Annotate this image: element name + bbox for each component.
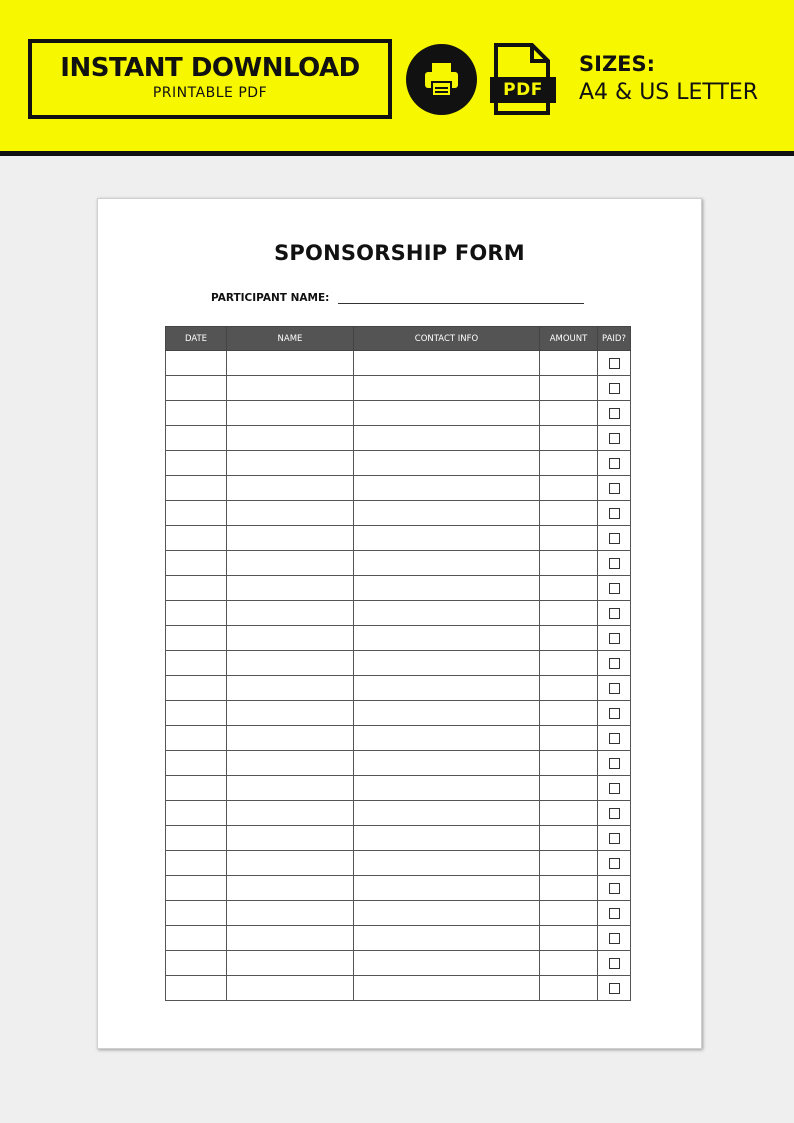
amount-cell	[540, 826, 598, 851]
table-row	[166, 701, 631, 726]
amount-cell	[540, 576, 598, 601]
column-header-name: NAME	[227, 327, 354, 351]
form-title: SPONSORSHIP FORM	[274, 241, 525, 265]
contact-info-cell	[354, 651, 540, 676]
paid-checkbox[interactable]	[609, 858, 620, 869]
name-cell	[227, 826, 354, 851]
table-row	[166, 651, 631, 676]
contact-info-cell	[354, 876, 540, 901]
column-header-date: DATE	[166, 327, 227, 351]
date-cell	[166, 726, 227, 751]
sizes-title: SIZES:	[579, 52, 656, 76]
contact-info-cell	[354, 551, 540, 576]
table-row	[166, 401, 631, 426]
contact-info-cell	[354, 851, 540, 876]
name-cell	[227, 726, 354, 751]
table-row	[166, 776, 631, 801]
paid-cell	[598, 951, 631, 976]
paid-checkbox[interactable]	[609, 558, 620, 569]
paid-checkbox[interactable]	[609, 583, 620, 594]
paid-cell	[598, 776, 631, 801]
name-cell	[227, 651, 354, 676]
date-cell	[166, 626, 227, 651]
name-cell	[227, 801, 354, 826]
amount-cell	[540, 426, 598, 451]
date-cell	[166, 676, 227, 701]
table-row	[166, 876, 631, 901]
promo-banner	[0, 0, 794, 156]
name-cell	[227, 876, 354, 901]
table-row	[166, 351, 631, 376]
name-cell	[227, 901, 354, 926]
paid-cell	[598, 676, 631, 701]
paid-cell	[598, 476, 631, 501]
name-cell	[227, 351, 354, 376]
contact-info-cell	[354, 926, 540, 951]
table-header-row	[166, 327, 631, 351]
name-cell	[227, 476, 354, 501]
pdf-label: PDF	[490, 77, 556, 103]
table-row	[166, 926, 631, 951]
table-row	[166, 601, 631, 626]
date-cell	[166, 601, 227, 626]
contact-info-cell	[354, 601, 540, 626]
amount-cell	[540, 901, 598, 926]
table-row	[166, 801, 631, 826]
contact-info-cell	[354, 476, 540, 501]
amount-cell	[540, 926, 598, 951]
date-cell	[166, 526, 227, 551]
date-cell	[166, 801, 227, 826]
table-row	[166, 526, 631, 551]
date-cell	[166, 926, 227, 951]
contact-info-cell	[354, 801, 540, 826]
contact-info-cell	[354, 401, 540, 426]
amount-cell	[540, 801, 598, 826]
paid-cell	[598, 426, 631, 451]
paid-cell	[598, 501, 631, 526]
name-cell	[227, 401, 354, 426]
amount-cell	[540, 551, 598, 576]
date-cell	[166, 576, 227, 601]
paid-checkbox[interactable]	[609, 758, 620, 769]
amount-cell	[540, 726, 598, 751]
date-cell	[166, 951, 227, 976]
table-row	[166, 851, 631, 876]
contact-info-cell	[354, 901, 540, 926]
paid-checkbox[interactable]	[609, 708, 620, 719]
table-row	[166, 376, 631, 401]
name-cell	[227, 626, 354, 651]
contact-info-cell	[354, 976, 540, 1001]
name-cell	[227, 501, 354, 526]
name-cell	[227, 976, 354, 1001]
paid-checkbox[interactable]	[609, 608, 620, 619]
amount-cell	[540, 601, 598, 626]
date-cell	[166, 901, 227, 926]
date-cell	[166, 976, 227, 1001]
printable-pdf-subtitle: PRINTABLE PDF	[152, 85, 268, 101]
amount-cell	[540, 351, 598, 376]
date-cell	[166, 701, 227, 726]
date-cell	[166, 851, 227, 876]
paid-cell	[598, 351, 631, 376]
amount-cell	[540, 876, 598, 901]
contact-info-cell	[354, 776, 540, 801]
paid-checkbox[interactable]	[609, 933, 620, 944]
table-row	[166, 476, 631, 501]
date-cell	[166, 401, 227, 426]
sizes-value: A4 & US LETTER	[579, 80, 759, 105]
paid-checkbox[interactable]	[609, 383, 620, 394]
paid-cell	[598, 926, 631, 951]
name-cell	[227, 576, 354, 601]
date-cell	[166, 351, 227, 376]
table-row	[166, 901, 631, 926]
paid-checkbox[interactable]	[609, 483, 620, 494]
name-cell	[227, 676, 354, 701]
paid-cell	[598, 601, 631, 626]
paid-cell	[598, 526, 631, 551]
amount-cell	[540, 526, 598, 551]
paid-checkbox[interactable]	[609, 958, 620, 969]
printer-icon	[406, 44, 477, 115]
paid-cell	[598, 626, 631, 651]
paid-checkbox[interactable]	[609, 983, 620, 994]
contact-info-cell	[354, 501, 540, 526]
name-cell	[227, 551, 354, 576]
sponsorship-table	[165, 326, 631, 1001]
table-row	[166, 551, 631, 576]
date-cell	[166, 476, 227, 501]
name-cell	[227, 526, 354, 551]
paid-cell	[598, 651, 631, 676]
contact-info-cell	[354, 351, 540, 376]
amount-cell	[540, 701, 598, 726]
paid-cell	[598, 726, 631, 751]
paid-checkbox[interactable]	[609, 433, 620, 444]
column-header-paid: PAID?	[598, 327, 631, 351]
name-cell	[227, 601, 354, 626]
amount-cell	[540, 476, 598, 501]
contact-info-cell	[354, 526, 540, 551]
name-cell	[227, 951, 354, 976]
amount-cell	[540, 951, 598, 976]
table-row	[166, 976, 631, 1001]
paid-checkbox[interactable]	[609, 508, 620, 519]
amount-cell	[540, 401, 598, 426]
paid-cell	[598, 451, 631, 476]
name-cell	[227, 376, 354, 401]
date-cell	[166, 501, 227, 526]
amount-cell	[540, 676, 598, 701]
date-cell	[166, 651, 227, 676]
contact-info-cell	[354, 451, 540, 476]
paid-cell	[598, 876, 631, 901]
paid-cell	[598, 701, 631, 726]
instant-download-box	[28, 39, 392, 119]
paid-cell	[598, 551, 631, 576]
column-header-amount: AMOUNT	[540, 327, 598, 351]
contact-info-cell	[354, 376, 540, 401]
date-cell	[166, 376, 227, 401]
amount-cell	[540, 376, 598, 401]
amount-cell	[540, 451, 598, 476]
paid-checkbox[interactable]	[609, 733, 620, 744]
paid-checkbox[interactable]	[609, 783, 620, 794]
paid-checkbox[interactable]	[609, 533, 620, 544]
amount-cell	[540, 776, 598, 801]
table-row	[166, 426, 631, 451]
table-row	[166, 751, 631, 776]
table-row	[166, 826, 631, 851]
amount-cell	[540, 651, 598, 676]
table-row	[166, 676, 631, 701]
paid-cell	[598, 376, 631, 401]
paid-checkbox[interactable]	[609, 633, 620, 644]
date-cell	[166, 551, 227, 576]
participant-name-line	[338, 303, 584, 304]
contact-info-cell	[354, 576, 540, 601]
name-cell	[227, 851, 354, 876]
name-cell	[227, 701, 354, 726]
paid-checkbox[interactable]	[609, 883, 620, 894]
date-cell	[166, 876, 227, 901]
paid-cell	[598, 801, 631, 826]
table-row	[166, 501, 631, 526]
table-body	[166, 351, 631, 1001]
contact-info-cell	[354, 426, 540, 451]
amount-cell	[540, 851, 598, 876]
name-cell	[227, 751, 354, 776]
paid-checkbox[interactable]	[609, 458, 620, 469]
paid-checkbox[interactable]	[609, 908, 620, 919]
contact-info-cell	[354, 701, 540, 726]
amount-cell	[540, 501, 598, 526]
paid-checkbox[interactable]	[609, 833, 620, 844]
instant-download-title: INSTANT DOWNLOAD	[60, 53, 360, 83]
paid-cell	[598, 401, 631, 426]
participant-name-label: PARTICIPANT NAME:	[211, 292, 330, 304]
table-row	[166, 576, 631, 601]
date-cell	[166, 451, 227, 476]
paid-checkbox[interactable]	[609, 683, 620, 694]
amount-cell	[540, 751, 598, 776]
contact-info-cell	[354, 826, 540, 851]
paid-checkbox[interactable]	[609, 408, 620, 419]
name-cell	[227, 926, 354, 951]
paid-checkbox[interactable]	[609, 358, 620, 369]
paid-cell	[598, 851, 631, 876]
paid-cell	[598, 976, 631, 1001]
name-cell	[227, 776, 354, 801]
paid-checkbox[interactable]	[609, 808, 620, 819]
name-cell	[227, 426, 354, 451]
table-row	[166, 451, 631, 476]
contact-info-cell	[354, 626, 540, 651]
contact-info-cell	[354, 676, 540, 701]
table-row	[166, 951, 631, 976]
paid-cell	[598, 901, 631, 926]
contact-info-cell	[354, 751, 540, 776]
paid-cell	[598, 576, 631, 601]
form-page	[97, 198, 702, 1049]
paid-checkbox[interactable]	[609, 658, 620, 669]
contact-info-cell	[354, 951, 540, 976]
date-cell	[166, 426, 227, 451]
amount-cell	[540, 976, 598, 1001]
amount-cell	[540, 626, 598, 651]
date-cell	[166, 826, 227, 851]
date-cell	[166, 776, 227, 801]
table-row	[166, 726, 631, 751]
contact-info-cell	[354, 726, 540, 751]
name-cell	[227, 451, 354, 476]
table-row	[166, 626, 631, 651]
paid-cell	[598, 751, 631, 776]
date-cell	[166, 751, 227, 776]
column-header-contact-info: CONTACT INFO	[354, 327, 540, 351]
paid-cell	[598, 826, 631, 851]
